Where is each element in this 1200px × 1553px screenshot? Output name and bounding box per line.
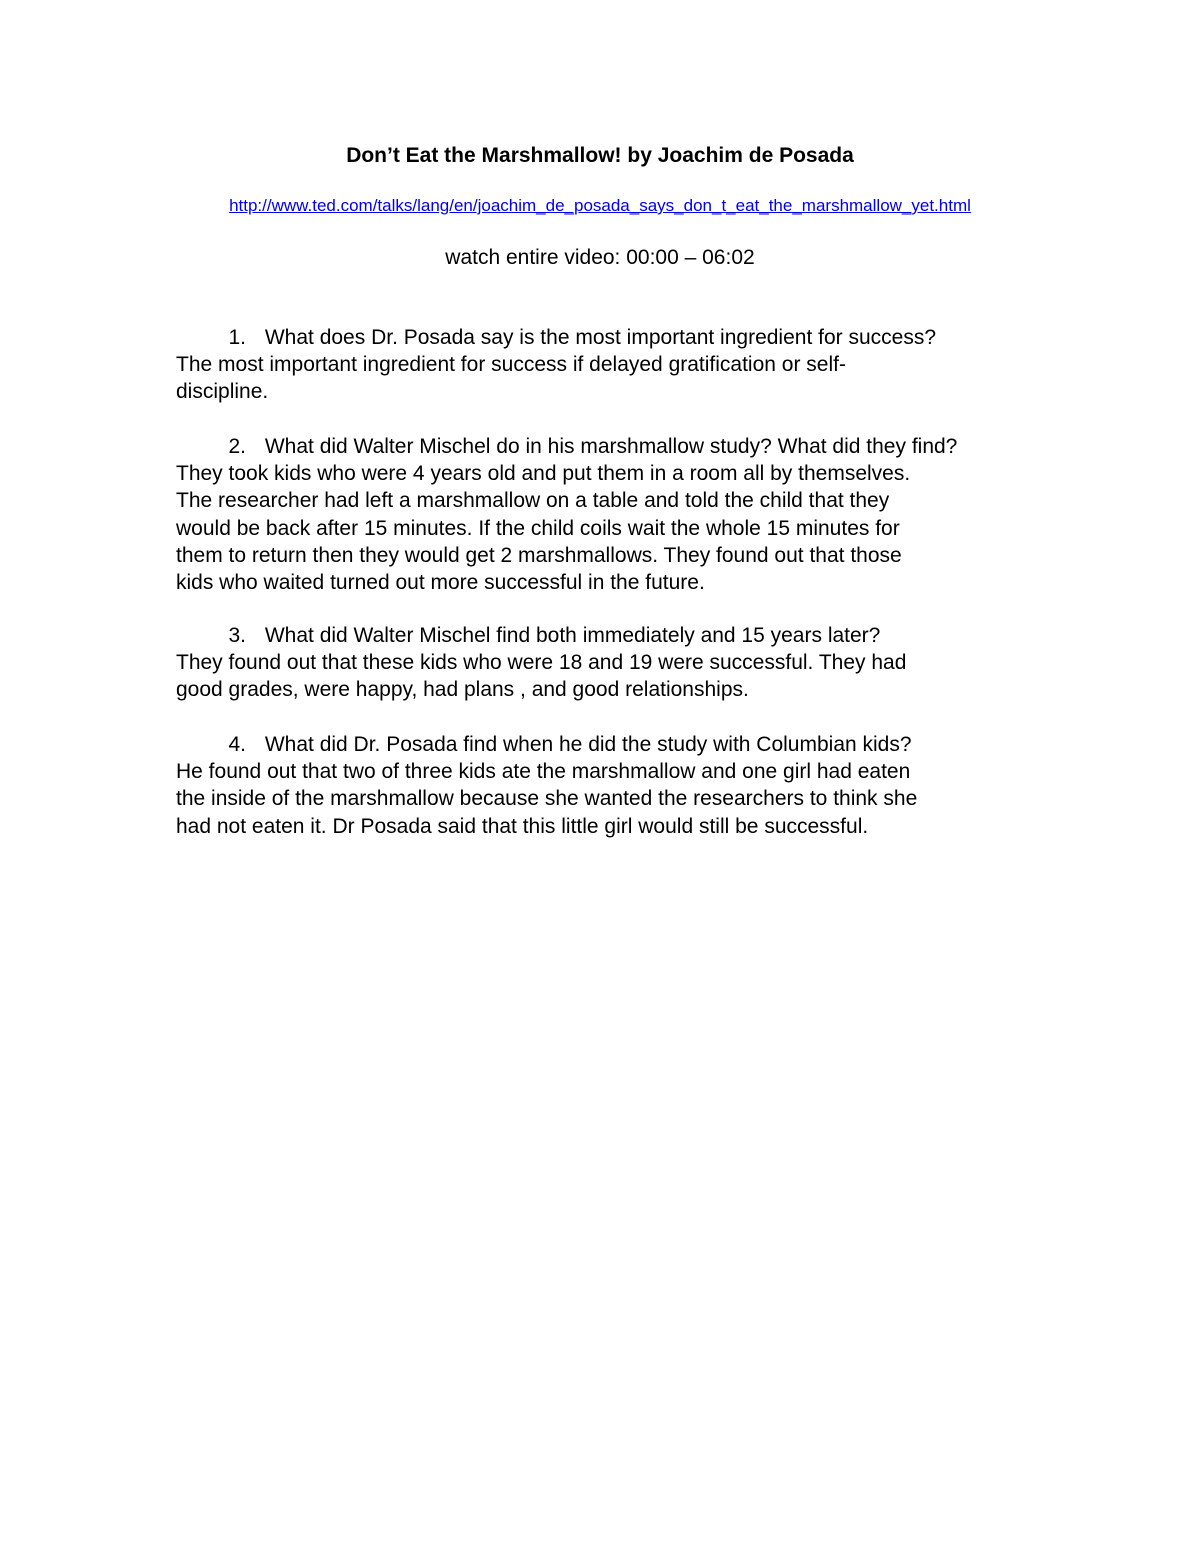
answer-line: discipline.: [176, 380, 269, 404]
question-block-3: [176, 622, 1056, 704]
question-block-2: [176, 433, 1056, 596]
question-block-4: [176, 731, 1056, 840]
question-number: 4.: [228, 733, 246, 756]
answer-line: The researcher had left a marshmallow on a table and told the child that they: [176, 489, 890, 513]
answer-line: had not eaten it. Dr Posada said that this little girl would still be successful.: [176, 814, 869, 838]
question-block-1: [176, 324, 1056, 406]
answer-line: would be back after 15 minutes. If the child coils wait the whole 15 minutes for: [176, 516, 900, 540]
question-number: 1.: [228, 326, 246, 349]
ted-talk-link[interactable]: http://www.ted.com/talks/lang/en/joachim_de_posada_says_don_t_eat_the_marshmallow_yet.html: [229, 196, 971, 215]
question-number: 2.: [228, 435, 246, 458]
answer-line: They found out that these kids who were 18 and 19 were successful. They had: [176, 651, 907, 675]
question-text: What did Walter Mischel do in his marshmallow study? What did they find?: [264, 435, 958, 458]
question-text: What did Walter Mischel find both immediately and 15 years later?: [264, 624, 881, 647]
question-1: [176, 324, 1056, 351]
watch-note: watch entire video: 00:00 – 06:02: [445, 246, 755, 269]
answer-line: They took kids who were 4 years old and put them in a room all by themselves.: [176, 462, 911, 486]
question-text: What did Dr. Posada find when he did the study with Columbian kids?: [264, 733, 912, 756]
question-4: [176, 731, 1056, 758]
answer-line: them to return then they would get 2 marshmallows. They found out that those: [176, 543, 902, 567]
question-text: What does Dr. Posada say is the most important ingredient for success?: [264, 326, 936, 349]
question-number: 3.: [228, 624, 246, 647]
answer-line: the inside of the marshmallow because she wanted the researchers to think she: [176, 787, 918, 811]
answer-line: The most important ingredient for success if delayed gratification or self-: [176, 353, 846, 377]
answer-line: He found out that two of three kids ate the marshmallow and one girl had eaten: [176, 760, 911, 784]
answer-line: kids who waited turned out more successful in the future.: [176, 571, 705, 595]
document-title: Don’t Eat the Marshmallow! by Joachim de Posada: [346, 144, 854, 167]
answer-line: good grades, were happy, had plans , and good relationships.: [176, 678, 749, 702]
question-2: [176, 433, 1056, 460]
question-3: [176, 622, 1056, 649]
